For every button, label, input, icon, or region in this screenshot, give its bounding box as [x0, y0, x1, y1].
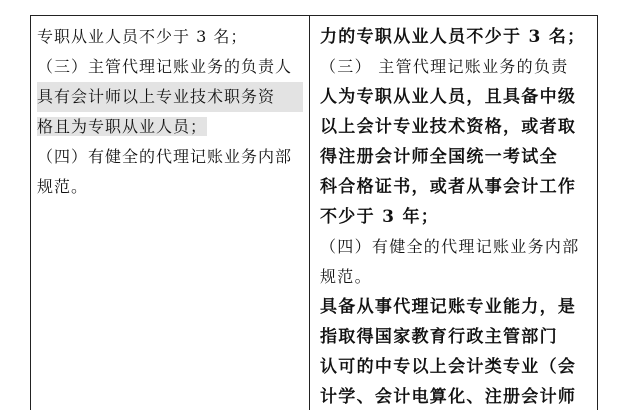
right-line-10: 具备从事代理记账专业能力，是 — [320, 297, 577, 317]
right-line-5: 得注册会计师全国统一考试全 — [320, 147, 558, 167]
right-line-4: 以上会计专业技术资格，或者取 — [320, 117, 577, 137]
left-line-2: （三）主管代理记账业务的负责人 — [37, 57, 293, 76]
right-column — [310, 16, 597, 410]
left-column — [31, 16, 310, 410]
right-line-9: 规范。 — [320, 267, 372, 286]
left-line-1: 专职从业人员不少于 3 名； — [37, 27, 248, 46]
right-line-3: 人为专职从业人员，且具备中级 — [320, 87, 577, 107]
right-line-7: 不少于 3 年； — [320, 207, 440, 227]
right-line-1: 力的专职从业人员不少于 3 名； — [320, 27, 586, 47]
left-line-3: 具有会计师以上专业技术职务资 — [37, 82, 303, 112]
right-line-11: 指取得国家教育行政主管部门 — [320, 327, 558, 347]
right-line-8: （四）有健全的代理记账业务内部 — [320, 237, 580, 256]
left-line-4 — [37, 112, 303, 142]
right-line-6: 科合格证书，或者从事会计工作 — [320, 177, 577, 197]
comparison-table — [30, 15, 598, 410]
left-line-4-text: 格且为专职从业人员； — [37, 117, 208, 136]
right-line-12: 认可的中专以上会计类专业（会 — [320, 357, 577, 377]
right-line-2: （三） 主管代理记账业务的负责 — [320, 57, 569, 76]
left-line-6: 规范。 — [37, 177, 89, 196]
right-line-13: 计学、会计电算化、注册会计师 — [320, 387, 577, 407]
left-line-5: （四）有健全的代理记账业务内部 — [37, 147, 293, 166]
